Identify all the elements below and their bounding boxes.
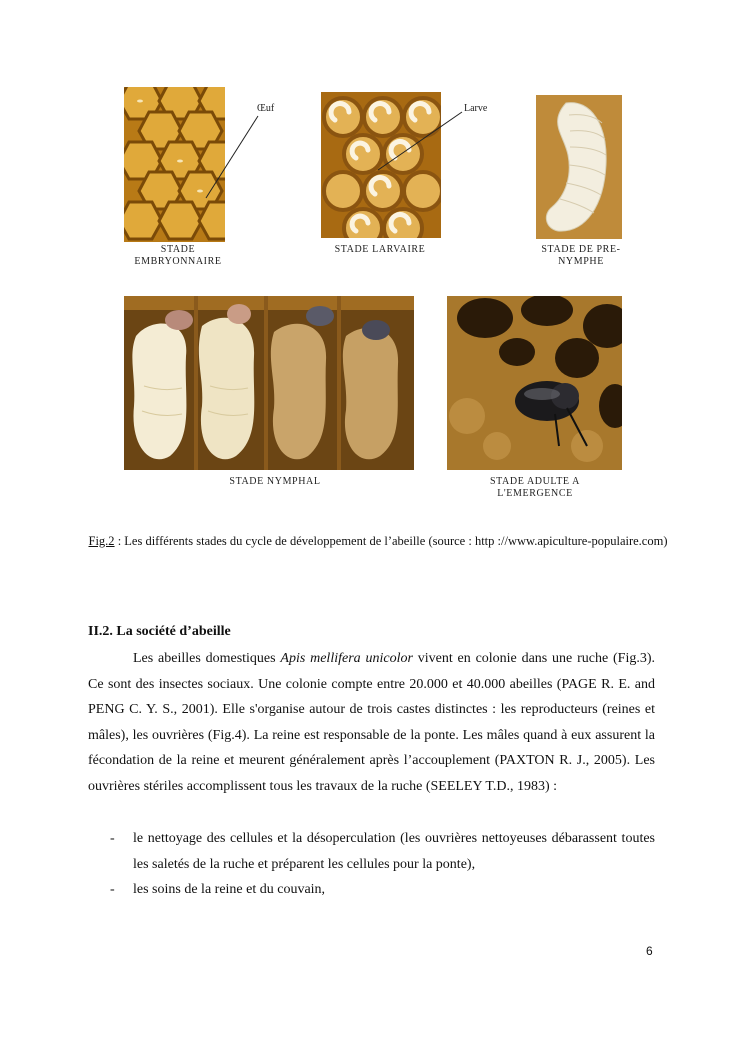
figure-reference: Fig.2 — [88, 534, 115, 548]
photo-prepupa-stage — [536, 95, 622, 239]
figure-caption — [88, 529, 668, 553]
list-item-text: les soins de la reine et du couvain, — [133, 882, 326, 897]
section-title: II.2. La société d’abeille — [88, 624, 231, 639]
page-number: 6 — [646, 944, 653, 958]
paragraph-start: Les abeilles domestiques — [133, 651, 281, 666]
caption-larval-stage: STADE LARVAIRE — [334, 244, 426, 255]
caption-prepupa-stage: STADE DE PRE- NYMPHE — [541, 244, 621, 267]
caption-adult-emergence: STADE ADULTE A L'EMERGENCE — [489, 476, 580, 499]
figure-caption-text: : Les différents stades du cycle de développement de l’abeille (source : http ://www.apiculture-populaire.com) — [114, 534, 668, 548]
species-name: Apis mellifera unicolor — [280, 651, 413, 666]
list-item — [88, 877, 655, 903]
larva-pointer-line — [370, 108, 470, 178]
list-item-text: le nettoyage des cellules et la désoperculation (les ouvrières nettoyeuses débarassent toutes les saletés de la ruche et préparent les cellules pour la ponte), — [133, 831, 655, 872]
egg-pointer-line — [200, 110, 270, 205]
task-list — [88, 826, 655, 903]
larva-label: Larve — [464, 103, 488, 114]
photo-pupal-stage — [124, 296, 414, 470]
caption-pupal-stage: STADE NYMPHAL — [229, 476, 321, 487]
list-item — [88, 826, 655, 877]
bullet-marker: - — [110, 882, 115, 897]
section-paragraph — [88, 646, 655, 799]
photo-adult-emergence — [447, 296, 622, 470]
caption-embryonic-stage: STADE EMBRYONNAIRE — [134, 244, 222, 267]
bullet-marker: - — [110, 831, 115, 846]
paragraph-rest: vivent en colonie dans une ruche (Fig.3). Ce sont des insectes sociaux. Une colonie compte entre 20.000 et 40.000 abeilles (PAGE R. E. and PENG C. Y. S., 2001). Elle s'organise autour de trois castes distinctes : les reproducteurs (reines et mâles), les ouvrières (Fig.4). La reine est responsable de la ponte. Les mâles quand à eux assurent la fécondation de la reine et meurent généralement après l’accouplement (PAXTON R. J., 2005). Les ouvrières stériles accomplissent tous les travaux de la ruche (SEELEY T.D., 1983) : — [88, 651, 655, 794]
egg-label: Œuf — [257, 103, 275, 114]
